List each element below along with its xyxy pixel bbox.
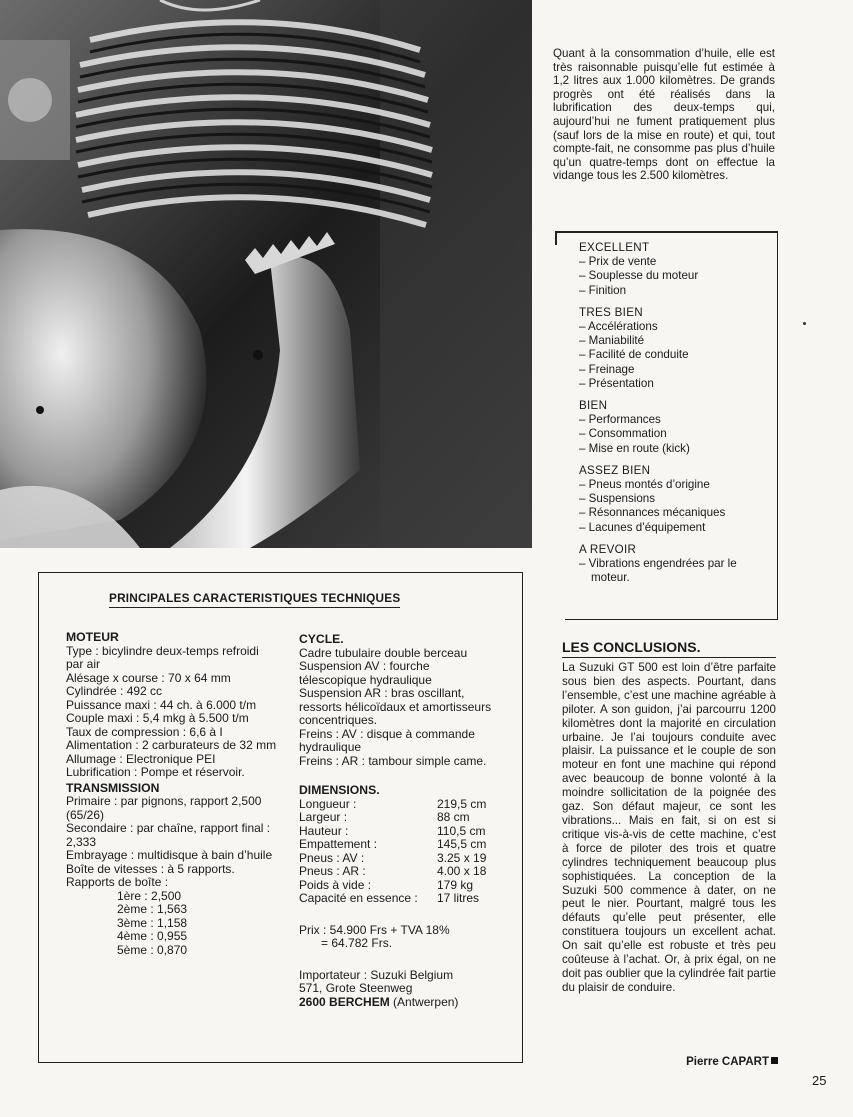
dimension-label: Hauteur : [299, 823, 349, 838]
spec-line: Suspension AV : fourche télescopique hydraulique [299, 659, 432, 687]
page-number: 25 [812, 1073, 827, 1088]
transmission-heading: TRANSMISSION [66, 780, 160, 795]
print-speck [803, 322, 806, 325]
rating-heading: TRES BIEN [579, 305, 643, 319]
rating-group-tres-bien [579, 306, 777, 391]
spec-line: Type : bicylindre deux-temps refroidi par air [66, 643, 259, 671]
spec-line: Boîte de vitesses : à 5 rapports. [66, 861, 235, 876]
rating-item: – Finition [579, 283, 627, 297]
rating-item: – Maniabilité [579, 334, 645, 348]
dimension-row [299, 865, 499, 879]
rating-item: – Consommation [579, 427, 667, 441]
rating-item: – Résonnances mécaniques [579, 506, 726, 520]
importer-line: Importateur : Suzuki Belgium [299, 967, 454, 982]
rating-heading: BIEN [579, 399, 608, 413]
ratings-box [565, 231, 778, 620]
dimensions-heading: DIMENSIONS. [299, 783, 380, 797]
rating-heading: EXCELLENT [579, 241, 650, 254]
engine-photo [0, 0, 532, 548]
dimension-label: Pneus : AV : [299, 850, 365, 865]
rating-group-excellent [579, 241, 777, 298]
dimension-value: 4.00 x 18 [437, 864, 487, 878]
dimension-row [299, 825, 499, 839]
rating-heading: ASSEZ BIEN [579, 463, 651, 477]
dimension-value: 88 cm [437, 810, 470, 824]
dimension-row [299, 879, 499, 893]
spec-line: Cadre tubulaire double berceau [299, 645, 468, 660]
dimension-row [299, 838, 499, 852]
cycle-heading: CYCLE. [299, 632, 344, 646]
dimension-label: Poids à vide : [299, 877, 372, 892]
rating-item: – Présentation [579, 376, 654, 390]
moteur-heading: MOTEUR [66, 630, 119, 644]
rating-item: – Performances [579, 413, 661, 427]
spec-line: Suspension AR : bras oscillant, ressorts hélicoïdaux et amortisseurs concentriques. [299, 686, 492, 727]
dimension-label: Longueur : [299, 796, 357, 811]
rating-heading: A REVOIR [579, 542, 637, 556]
rating-item: – Accélérations [579, 320, 658, 334]
end-mark-icon [771, 1057, 778, 1064]
price-line: Prix : 54.900 Frs + TVA 18% [299, 922, 450, 937]
spec-line: Freins : AV : disque à commande hydraulique [299, 726, 475, 754]
spec-line: Alimentation : 2 carburateurs de 32 mm [66, 738, 277, 752]
dimension-label: Pneus : AR : [299, 864, 366, 878]
rating-group-assez-bien [579, 464, 777, 535]
dimension-label: Empattement : [299, 837, 378, 851]
dimension-value: 17 litres [437, 891, 480, 905]
author-name: Pierre CAPART [686, 1056, 769, 1068]
rating-item: – Mise en route (kick) [579, 441, 690, 455]
dimension-row [299, 811, 499, 825]
spec-line: Primaire : par pignons, rapport 2,500 (65/26) [66, 794, 262, 822]
spec-line: Embrayage : multidisque à bain d’huile [66, 848, 273, 862]
rating-item: – Pneus montés d’origine [579, 478, 710, 492]
dimension-row [299, 798, 499, 812]
rating-item: – Lacunes d’équipement [579, 520, 706, 534]
dimension-row [299, 852, 499, 866]
importer-region: (Antwerpen) [393, 994, 459, 1009]
rating-item: – Freinage [579, 362, 635, 376]
gear-ratio: 3ème : 1,158 [117, 915, 188, 930]
gear-ratio: 1ère : 2,500 [117, 888, 182, 903]
dimension-label: Largeur : [299, 810, 348, 824]
dimension-value: 145,5 cm [437, 837, 487, 851]
spec-line: Allumage : Electronique PEI [66, 751, 216, 766]
dimension-row [299, 892, 499, 906]
specs-title: PRINCIPALES CARACTERISTIQUES TECHNIQUES [109, 591, 400, 608]
dimension-value: 110,5 cm [437, 823, 486, 838]
author-signature [650, 1056, 778, 1068]
spec-line: Puissance maxi : 44 ch. à 6.000 t/m [66, 697, 257, 712]
gear-ratio: 2ème : 1,563 [117, 902, 188, 916]
rating-item: – Prix de vente [579, 255, 657, 269]
rating-item: – Souplesse du moteur [579, 269, 699, 283]
spec-line: Lubrification : Pompe et réservoir. [66, 765, 245, 779]
oil-consumption-paragraph: Quant à la consommation d’huile, elle est très raisonnable puisqu’elle fut estimée à 1,2 litres aux 1.000 kilomètres. De grands progrès ont été réalisés dans la lubrification des deux-temps qui, aujourd’hui ne fument pratiquement plus (sauf lors de la mise en route) et qui, tout compte-fait, ne consomme pas plus d’huile qu’un quatre-temps dont on effectue la vidange tous les 2.500 kilomètres. [553, 47, 775, 183]
specs-right-column [299, 631, 499, 1009]
rating-item: – Vibrations engendrées par le moteur. [579, 557, 737, 585]
dimension-value: 219,5 cm [437, 796, 487, 811]
technical-specs-box [38, 572, 523, 1063]
spec-line: Alésage x course : 70 x 64 mm [66, 670, 231, 685]
spec-line: Couple maxi : 5,4 mkg à 5.500 t/m [66, 711, 249, 725]
rating-item: – Facilité de conduite [579, 348, 689, 362]
conclusions-body: La Suzuki GT 500 est loin d’être parfaite sous bien des aspects. Pourtant, dans l’ensemble, c’est une machine agréable à piloter. A son guidon, j’ai parcourru 1200 kilomètres dont la majorité en circulation urbaine. Je l’ai toujours conduite avec plaisir. La puissance et le couple de son moteur en font une machine qui répond avec beaucoup de bonne volonté à la moindre sollicitation de la poignée des gaz. Son défaut majeur, ce sont les vibrations... Mais en fait, si on est si critique vis-à-vis de cette machine, c’est à force de piloter des trois et quatre cylindres techniquement beaucoup plus sophistiquées. La conception de la Suzuki 500 commence à dater, on ne peut le nier. Pourtant, malgré tous les défauts qu’elle peut présenter, elle constituera toujours un excellent achat. On sait qu’elle est robuste et très peu coûteuse à l’achat. Or, à prix égal, on ne doit pas oublier que la cylindrée fait partie du plaisir de conduire. [562, 661, 776, 994]
spec-line: Rapports de boîte : [66, 875, 169, 889]
specs-left-column [66, 629, 278, 957]
gear-ratio: 4ème : 0,955 [117, 929, 188, 943]
rating-group-bien [579, 399, 777, 456]
importer-city-line [299, 996, 499, 1010]
dimension-value: 179 kg [437, 877, 474, 892]
conclusions-heading: LES CONCLUSIONS. [562, 639, 776, 658]
importer-city: 2600 BERCHEM [299, 994, 390, 1009]
spec-line: Cylindrée : 492 cc [66, 684, 163, 698]
dimension-value: 3.25 x 19 [437, 850, 487, 865]
dimension-label: Capacité en essence : [299, 891, 418, 905]
rating-group-a-revoir [579, 543, 777, 586]
spec-line: Freins : AR : tambour simple came. [299, 753, 487, 768]
rating-item: – Suspensions [579, 492, 656, 506]
spec-line: Taux de compression : 6,6 à I [66, 724, 223, 739]
spec-line: Secondaire : par chaîne, rapport final : 2,333 [66, 821, 271, 849]
importer-address: 571, Grote Steenweg [299, 981, 413, 995]
gear-ratio: 5ème : 0,870 [117, 942, 188, 957]
price-total: = 64.782 Frs. [321, 936, 393, 950]
